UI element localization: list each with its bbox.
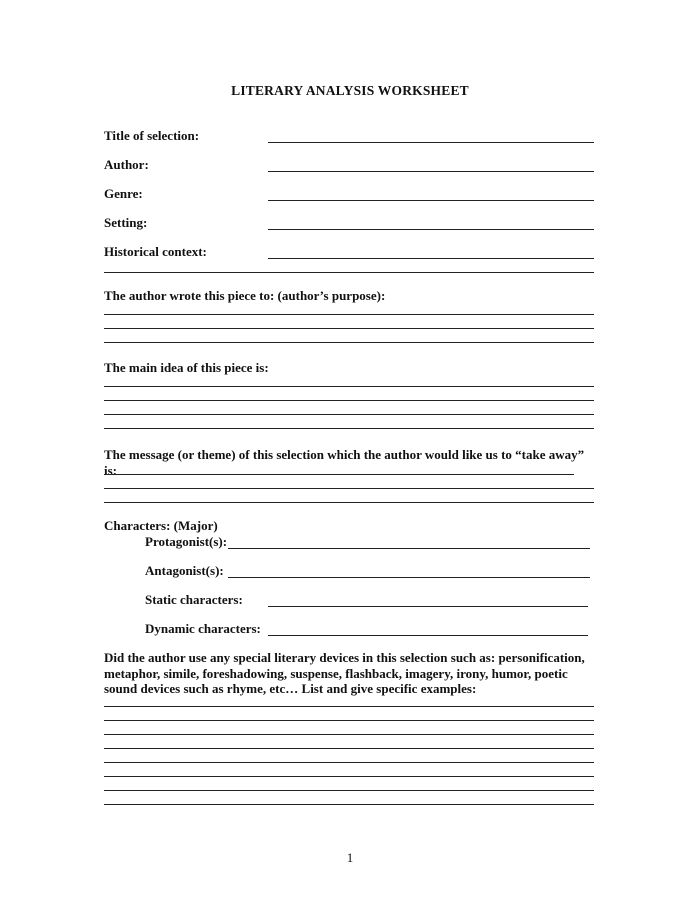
static-characters-label: Static characters: [145, 592, 243, 607]
main-idea-line-1[interactable] [104, 386, 594, 387]
historical-context-label: Historical context: [104, 244, 207, 259]
historical-context-line[interactable] [268, 258, 594, 259]
dynamic-characters-line[interactable] [268, 635, 588, 636]
theme-line-3[interactable] [104, 502, 594, 503]
devices-line-4[interactable] [104, 748, 594, 749]
devices-line-6[interactable] [104, 776, 594, 777]
title-of-selection-line[interactable] [268, 142, 594, 143]
devices-line-3[interactable] [104, 734, 594, 735]
purpose-line-2[interactable] [104, 328, 594, 329]
theme-question: The message (or theme) of this selection which the author would like us to “take away” is: [104, 447, 585, 478]
main-idea-question: The main idea of this piece is: [104, 360, 269, 375]
theme-line-1[interactable] [104, 474, 574, 475]
authors-purpose-question: The author wrote this piece to: (author’s purpose): [104, 288, 386, 303]
main-idea-line-3[interactable] [104, 414, 594, 415]
worksheet-title: LITERARY ANALYSIS WORKSHEET [231, 83, 469, 98]
title-of-selection-label: Title of selection: [104, 128, 200, 143]
devices-line-1[interactable] [104, 706, 594, 707]
setting-label: Setting: [104, 215, 148, 230]
main-idea-line-2[interactable] [104, 400, 594, 401]
author-label: Author: [104, 157, 149, 172]
devices-line-2[interactable] [104, 720, 594, 721]
purpose-line-3[interactable] [104, 342, 594, 343]
author-line[interactable] [268, 171, 594, 172]
devices-line-5[interactable] [104, 762, 594, 763]
purpose-line-1[interactable] [104, 314, 594, 315]
main-idea-line-4[interactable] [104, 428, 594, 429]
setting-line[interactable] [268, 229, 594, 230]
genre-label: Genre: [104, 186, 143, 201]
characters-heading: Characters: (Major) [104, 518, 218, 533]
dynamic-characters-label: Dynamic characters: [145, 621, 261, 636]
antagonist-label: Antagonist(s): [145, 563, 224, 578]
devices-line-7[interactable] [104, 790, 594, 791]
protagonist-label: Protagonist(s): [145, 534, 228, 549]
antagonist-line[interactable] [228, 577, 590, 578]
theme-line-2[interactable] [104, 488, 594, 489]
historical-context-line-2[interactable] [104, 272, 594, 273]
devices-line-8[interactable] [104, 804, 594, 805]
genre-line[interactable] [268, 200, 594, 201]
literary-devices-question: Did the author use any special literary devices in this selection such as: personification, metaphor, simile, foreshadowing, suspense, flashback, imagery, irony, humor, poetic sound devices such as rhyme, etc… List and give specific examples: [104, 650, 585, 696]
protagonist-line[interactable] [228, 548, 590, 549]
static-characters-line[interactable] [268, 606, 588, 607]
page-number: 1 [346, 850, 354, 865]
